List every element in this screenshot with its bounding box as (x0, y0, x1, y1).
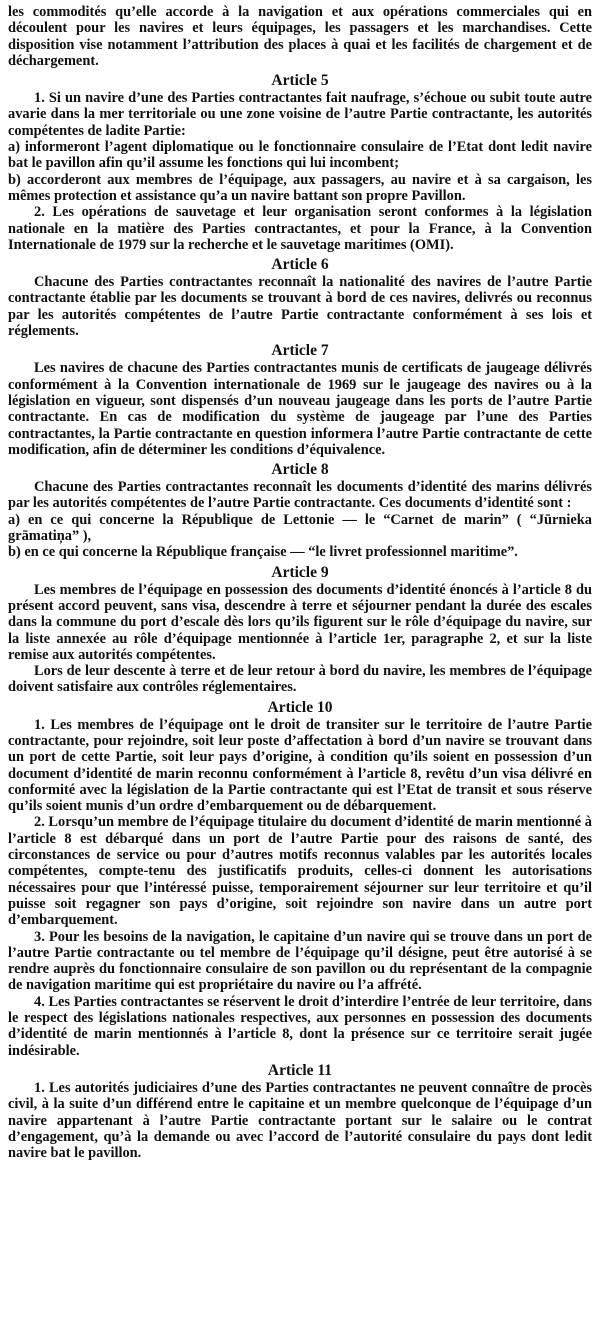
article-section (8, 1062, 592, 1161)
article-paragraph: 3. Pour les besoins de la navigation, le capitaine d’un navire qui se trouve dans un port de l’autre Partie contractante ou tel membre de l’équipage qu’il désigne, peut être autorisé à se rendre auprès du fonctionnaire consulaire de son pavillon ou du représentant de la compagnie de navigation maritime qui est propriétaire du navire ou l’a affrété. (8, 928, 592, 994)
intro-paragraph: les commodités qu’elle accorde à la navigation et aux opérations commerciales qui en découlent pour les navires et leurs équipages, les passagers et les marchandises. Cette disposition vise notamment l’attribution des places à quai et les facilités de chargement et de déchargement. (8, 4, 592, 69)
article-title: Article 7 (271, 342, 329, 360)
article-title: Article 5 (271, 72, 329, 90)
article-paragraph: 2. Les opérations de sauvetage et leur organisation seront conformes à la législation nationale en la matière des Parties contractantes, et pour la France, à la Convention Internationale de 1979 sur la recherche et le sauvetage maritimes (OMI). (8, 204, 592, 253)
article-paragraph: Lors de leur descente à terre et de leur retour à bord du navire, les membres de l’équipage doivent satisfaire aux contrôles réglementaires. (8, 663, 592, 696)
article-title: Article 10 (267, 698, 333, 716)
article-paragraph: Les navires de chacune des Parties contractantes munis de certificats de jaugeage délivrés conformément à la Convention internationale de 1969 sur le jaugeage des navires ou à la législation en vigueur, sont dispensés d’un nouveau jaugeage dans les ports de l’autre Partie contractante. En cas de modification du système de jaugeage par l’une des Parties contractantes, la Partie contractante en question informera l’autre Partie contractante de cette modification, afin de déterminer les conditions d’équivalence. (8, 360, 592, 458)
article-title: Article 9 (271, 563, 329, 581)
article-paragraph: b) en ce qui concerne la République française — “le livret professionnel maritime”. (8, 544, 518, 561)
article-paragraph: a) informeront l’agent diplomatique ou le fonctionnaire consulaire de l’Etat dont ledit navire bat le pavillon afin qu’il assume les fonctions qui lui incombent; (8, 139, 592, 172)
article-paragraph: Chacune des Parties contractantes reconnaît la nationalité des navires de l’autre Partie contractante établie par les documents se trouvant à bord de ces navires, delivrés ou reconnus par les autorités compétentes de l’autre Partie contractante conformément à ses lois et réglements. (8, 274, 592, 340)
article-paragraph: a) en ce qui concerne la République de Lettonie — le “Carnet de marin” ( “Jūrnieka grāmatiņa” ), (8, 511, 592, 545)
article-title: Article 6 (271, 256, 329, 274)
article-title: Article 8 (271, 461, 329, 479)
article-section (8, 699, 592, 1059)
article-section (8, 564, 592, 696)
article-paragraph: 1. Les autorités judiciaires d’une des Parties contractantes ne peuvent connaître de procès civil, à la suite d’un différend entre le capitaine et un membre quelconque de l’équipage d’un navire appartenant à l’autre Partie contractante portant sur le salaire ou le contrat d’engagement, qu’à la demande ou avec l’accord de l’autorité consulaire du pays dont ledit navire bat le pavillon. (8, 1079, 592, 1162)
article-paragraph: b) accorderont aux membres de l’équipage, aux passagers, au navire et à sa cargaison, les mêmes protection et assistance qu’a un navire battant son propre Pavillon. (8, 171, 592, 204)
article-section (8, 461, 592, 560)
article-section (8, 72, 592, 253)
article-section (8, 256, 592, 339)
article-section (8, 342, 592, 458)
article-paragraph: 2. Lorsqu’un membre de l’équipage titulaire du document d’identité de marin mentionné à l’article 8 est débarqué dans un port de l’autre Partie pour des raisons de santé, des circonstances de service ou pour d’autres motifs reconnus valables par les autorités locales compétentes, compte-tenu des justificatifs produits, celles-ci donnent les autorisations nécessaires pour que l’intéressé puisse, temporairement séjourner sur leur territoire et qu’il puisse soit regagner son pays d’origine, soit rejoindre son navire dans un autre port d’embarquement. (8, 814, 592, 929)
article-paragraph: Chacune des Parties contractantes reconnaît les documents d’identité des marins délivrés par les autorités compétentes de l’autre Partie contractante. Ces documents d’identité sont : (8, 479, 592, 512)
article-paragraph: 1. Si un navire d’une des Parties contractantes fait naufrage, s’échoue ou subit toute autre avarie dans la mer territoriale ou une zone voisine de l’autre Partie contractante, les autorités compétentes de ladite Partie: (8, 90, 592, 139)
article-title: Article 11 (267, 1061, 333, 1079)
article-paragraph: 4. Les Parties contractantes se réservent le droit d’interdire l’entrée de leur territoire, dans le respect des législations nationales respectives, aux personnes en possession des documents d’identité de marin mentionnés à l’article 8, dont la présence sur ce territoire serait jugée indésirable. (8, 993, 592, 1059)
article-paragraph: 1. Les membres de l’équipage ont le droit de transiter sur le territoire de l’autre Partie contractante, pour rejoindre, soit leur poste d’affectation à bord d’un navire se trouvant dans un port de cette Partie, soit leur pays d’origine, à condition qu’ils soient en possession d’un document d’identité de marin reconnu conformément à l’article 8, revêtu d’un visa délivré en conformité avec la législation de la Partie contractante qui est l’Etat de transit et sous réserve qu’ils soient munis d’un ordre d’embarquement ou de débarquement. (8, 716, 592, 815)
article-paragraph: Les membres de l’équipage en possession des documents d’identité énoncés à l’article 8 du présent accord peuvent, sans visa, descendre à terre et séjourner pendant la durée des escales dans la commune du port d’escale dès lors qu’ils figurent sur le rôle d’équipage du navire, sur la liste annexée au rôle d’équipage mentionnée à l’article 1er, paragraphe 2, et sur la liste remise aux autorités compétentes. (8, 581, 592, 663)
